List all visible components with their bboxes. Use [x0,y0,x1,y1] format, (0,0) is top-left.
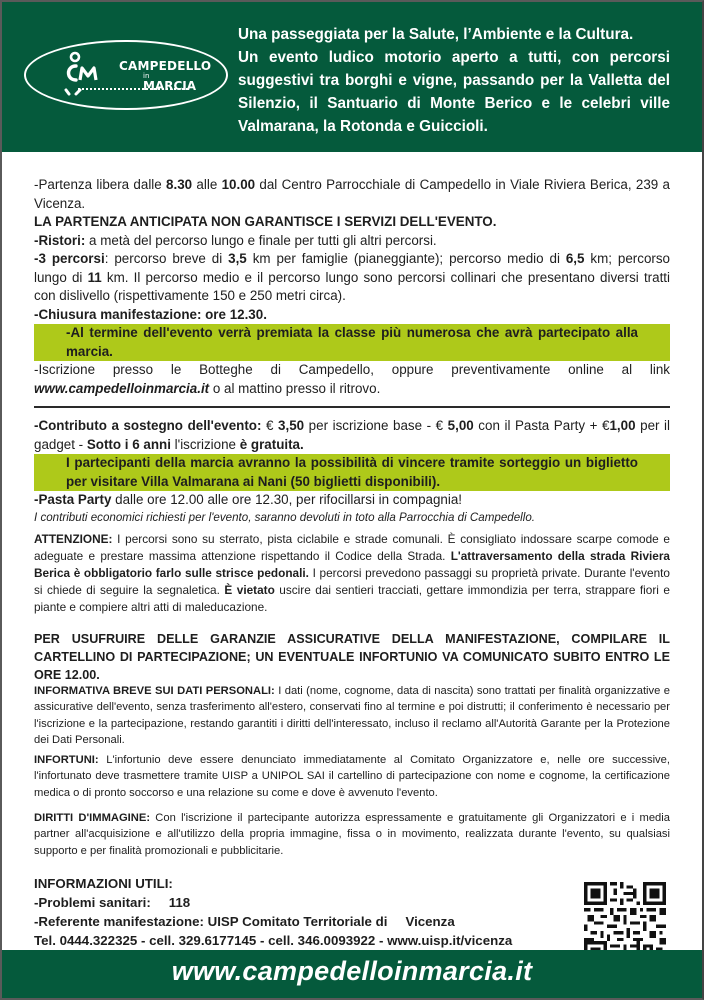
intro-description: Un evento ludico motorio aperto a tutti, con percorsi suggestivi tra borghi e vigne, passando per la Valletta del Silenzio, il Santuario di Monte Berico e le celebri ville Valmarana, la Rotonda e Guiccioli. [238,49,670,135]
walker-logo-icon [62,50,106,102]
garanzie-section: PER USUFRUIRE DELLE GARANZIE ASSICURATIVE DELLA MANIFESTAZIONE, COMPILARE IL CARTELLINO DI PARTECIPAZIONE; UN EVENTUALE INFORTUNIO VA COMUNICATO SUBITO ENTRO LE ORE 12.00. [34,632,670,682]
chiusura-text: -Chiusura manifestazione: ore 12.30. [34,306,267,322]
infortuni-section: INFORTUNI: L'infortunio deve essere denunciato immediatamente al Comitato Organizzatore e, nelle ore successive, l'infortunato deve trasmettere tramite UISP a UNIPOL SAI il cartellino di partecipazione con nome e cognome, la certificazione medica o di pronto soccorso e una relazione su come e dove è avvenuto l'evento. [34,754,670,799]
iscrizione-text: -Iscrizione presso le Botteghe di Campedello, oppure preventivamente online al link www.campedelloinmarcia.it o al mattino presso il ritrovo. [34,362,670,396]
ristori-text: -Ristori: a metà del percorso lungo e finale per tutti gli altri percorsi. [34,232,437,248]
website-link[interactable]: www.campedelloinmarcia.it [34,380,210,396]
info-sanitari: -Problemi sanitari: 118 [34,895,191,910]
info-referente: -Referente manifestazione: UISP Comitato Territoriale di Vicenza [34,914,455,929]
intro-tagline: Una passeggiata per la Salute, l’Ambiente e la Cultura. [238,26,634,43]
header-banner [2,2,702,152]
info-utili [34,874,574,950]
sorteggio-highlight: I partecipanti della marcia avranno la possibilità di vincere tramite sorteggio un biglietto per visitare Villa Valmarana ai Nani (50 biglietti disponibili). [34,454,670,491]
premiazione-highlight: -Al termine dell'evento verrà premiata la classe più numerosa che avrà partecipato alla marcia. [34,324,670,361]
footer-banner [2,950,702,998]
event-details [34,176,670,526]
diritti-immagine-section: DIRITTI D'IMMAGINE: Con l'iscrizione il partecipante autorizza espressamente e gratuitamente gli Organizzatori e i media partner all'acquisizione e all'utilizzo della propria immagine, fissa o in movimento, realizzata durante l'evento, su qualsiasi supporto e per finalità promozionali e pubblicitarie. [34,812,670,857]
attenzione-section: ATTENZIONE: I percorsi sono su sterrato, pista ciclabile e strade comunali. È consigliato indossare scarpe comode e adeguate e prestare massima attenzione rispettando il Codice della Strada. L'attraversamento della strada Riviera Berica è obbligatorio farlo sulle strisce pedonali. I percorsi prevedono passaggi su proprietà private. Durante l'evento si chiede di seguire la segnaletica. È vietato uscire dai sentieri tracciati, gettare immondizia per terra, strappare fiori e piante e compiere altri atti di maleducazione. [34,532,670,614]
pasta-party-text: -Pasta Party dalle ore 12.00 alle ore 12.30, per rifocillarsi in compagnia! [34,492,463,507]
partenza-text: -Partenza libera dalle 8.30 alle 10.00 dal Centro Parrocchiale di Campedello in Viale Riviera Berica, 239 a Vicenza. [34,177,670,211]
logo-line1: CAMPEDELLO [119,59,212,73]
divider [34,406,670,408]
campedello-logo [24,40,228,110]
intro-text [238,23,670,138]
logo-dotted-path [78,88,188,90]
footer-website-link[interactable]: www.campedelloinmarcia.it [171,956,533,986]
info-contacts: Tel. 0444.322325 - cell. 329.6177145 - cell. 346.0093922 - www.uisp.it/vicenza [34,933,513,948]
logo-line3: MARCIA [143,79,197,93]
percorsi-text: -3 percorsi: percorso breve di 3,5 km per famiglie (pianeggiante); percorso medio di 6,5 km; percorso lungo di 11 km. Il percorso medio e il percorso lungo sono percorsi collinari che presentano diversi tratti con dislivello (rispettivamente 150 e 250 metri circa). [34,251,671,303]
info-title: INFORMAZIONI UTILI: [34,876,173,891]
contributo-text: -Contributo a sostegno dell'evento: € 3,50 per iscrizione base - € 5,00 con il Pasta Party + €1,00 per il gadget - Sotto i 6 anni l'iscrizione è gratuita. [34,418,670,452]
privacy-section: INFORMATIVA BREVE SUI DATI PERSONALI: I dati (nome, cognome, data di nascita) sono trattati per finalità organizzative e assicurative dell'evento, senza trasferimento all'estero, conservati fino al termine e poi distrutti; il conferimento è necessario per l'iscrizione e la partecipazione, restando garantiti i diritti dell'interessato, incluso il reclamo all'Autorità Garante per la Protezione dei Dati Personali. [34,685,671,746]
partenza-warning: LA PARTENZA ANTICIPATA NON GARANTISCE I SERVIZI DELL'EVENTO. [34,214,497,229]
devoluti-note: I contributi economici richiesti per l'evento, saranno devoluti in toto alla Parrocchia di Campedello. [34,510,536,524]
logo-line2: in [143,72,150,80]
